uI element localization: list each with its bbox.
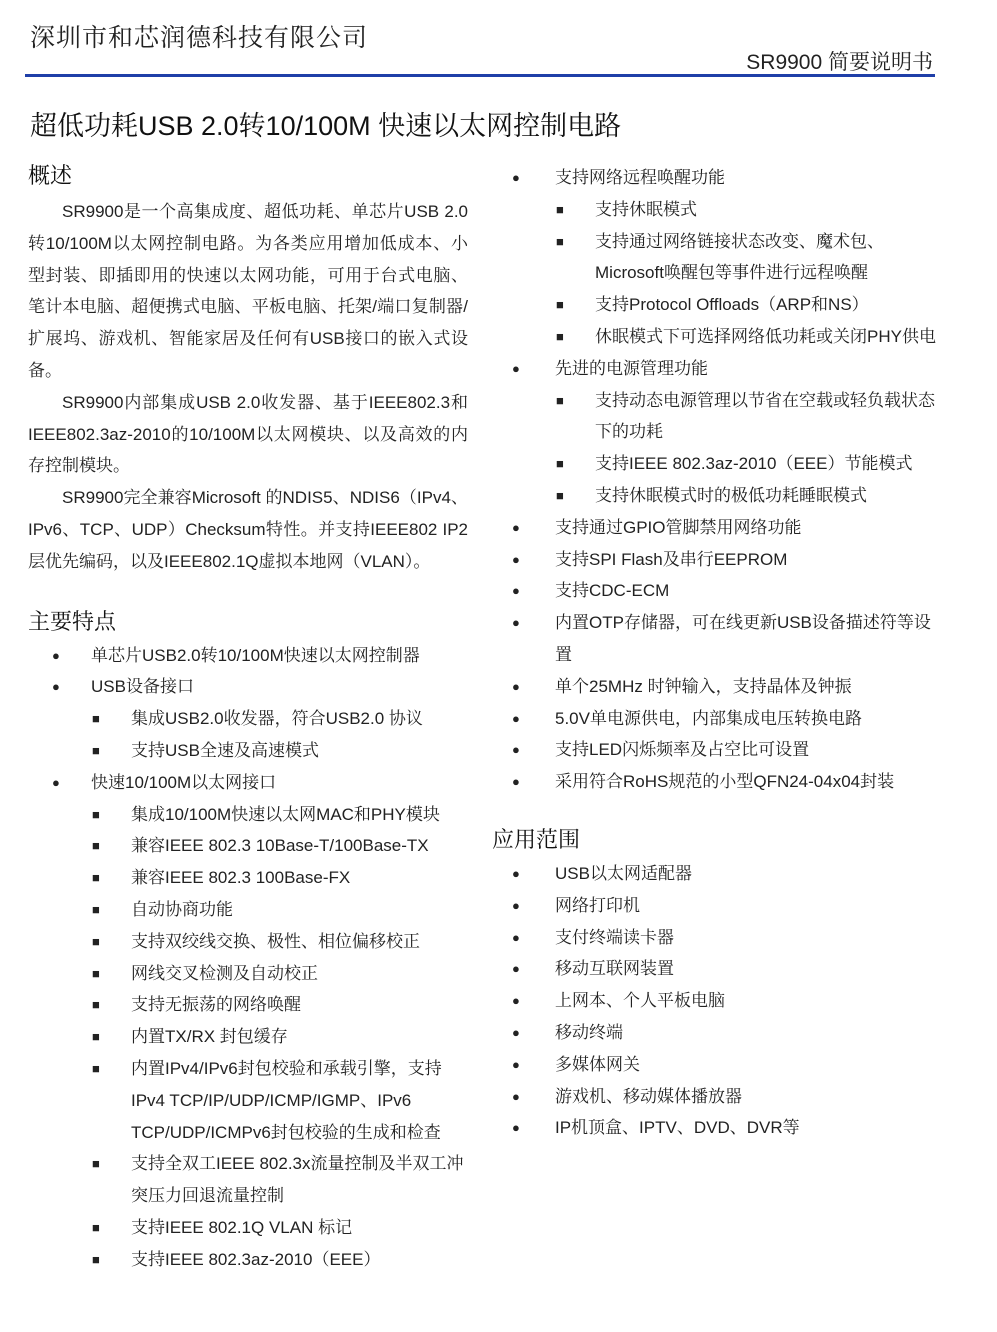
sub-list-item — [555, 289, 942, 321]
sub-list-item-text: 自动协商功能 — [131, 899, 233, 919]
bullet-square-icon: ■ — [92, 838, 100, 854]
bullet-square-icon: ■ — [92, 965, 100, 981]
bullet-dot-icon: ● — [512, 710, 520, 726]
sub-list-item — [91, 799, 468, 831]
bullet-square-icon: ■ — [92, 997, 100, 1013]
bullet-square-icon: ■ — [92, 933, 100, 949]
bullet-dot-icon: ● — [512, 678, 520, 694]
sub-list-item — [555, 226, 942, 290]
list-item-text: 支持CDC-ECM — [555, 581, 670, 601]
applications-list — [492, 858, 942, 1144]
list-item-text: 支持SPI Flash及串行EEPROM — [555, 549, 788, 569]
company-name: 深圳市和芯润德科技有限公司 — [30, 23, 369, 52]
bullet-square-icon: ■ — [92, 1156, 100, 1172]
sub-list-item — [555, 321, 942, 353]
bullet-dot-icon: ● — [512, 170, 520, 185]
list-item-text: 支付终端读卡器 — [555, 927, 674, 947]
sub-list-item — [91, 958, 468, 990]
list-item — [28, 671, 468, 766]
sub-list-item-text: 支持双绞线交换、极性、相位偏移校正 — [131, 931, 420, 951]
sub-list-item-text: 支持全双工IEEE 802.3x流量控制及半双工冲突压力回退流量控制 — [131, 1154, 464, 1206]
sub-list-item-text: 支持IEEE 802.3az-2010（EEE） — [131, 1249, 381, 1269]
bullet-square-icon: ■ — [92, 1219, 100, 1235]
bullet-dot-icon: ● — [512, 1056, 520, 1072]
list-item — [492, 1017, 942, 1049]
bullet-square-icon: ■ — [556, 456, 564, 472]
features-list-left — [28, 640, 468, 1276]
bullet-dot-icon: ● — [512, 551, 520, 567]
bullet-square-icon: ■ — [92, 742, 100, 758]
list-item — [492, 162, 942, 353]
sub-list-item-text: 支持通过网络链接状态改变、魔术包、Microsoft唤醒包等事件进行远程唤醒 — [595, 231, 884, 283]
list-item-text: 上网本、个人平板电脑 — [555, 991, 725, 1011]
list-item-text: IP机顶盒、IPTV、DVD、DVR等 — [555, 1118, 800, 1138]
bullet-dot-icon: ● — [512, 742, 520, 758]
list-item — [492, 1112, 942, 1144]
list-item — [492, 922, 942, 954]
sub-list-item — [555, 480, 942, 512]
list-item — [492, 734, 942, 766]
right-column — [492, 162, 942, 1144]
list-item — [492, 890, 942, 922]
list-item-text: 5.0V单电源供电，内部集成电压转换电路 — [555, 708, 862, 728]
sub-list-item — [91, 989, 468, 1021]
list-item-text: 多媒体网关 — [555, 1054, 640, 1074]
list-item — [492, 544, 942, 576]
sub-list-item-text: 支持IEEE 802.1Q VLAN 标记 — [131, 1217, 353, 1237]
bullet-square-icon: ■ — [92, 1029, 100, 1045]
list-item-text: 支持网络远程唤醒功能 — [555, 168, 725, 187]
list-item — [492, 575, 942, 607]
bullet-dot-icon: ● — [52, 774, 60, 790]
bullet-dot-icon: ● — [512, 1088, 520, 1104]
page-title: 超低功耗USB 2.0转10/100M 快速以太网控制电路 — [30, 111, 622, 141]
bullet-dot-icon: ● — [512, 929, 520, 945]
document-title: SR9900 简要说明书 — [746, 51, 933, 74]
sub-list-item-text: 内置TX/RX 封包缓存 — [131, 1027, 288, 1047]
list-item — [492, 671, 942, 703]
bullet-dot-icon: ● — [512, 774, 520, 790]
header-divider — [25, 74, 935, 77]
bullet-dot-icon: ● — [52, 647, 60, 663]
list-item-text: 单个25MHz 时钟输入，支持晶体及钟振 — [555, 676, 852, 696]
list-item — [492, 1081, 942, 1113]
sub-list-item-text: 内置IPv4/IPv6封包校验和承载引擎，支持IPv4 TCP/IP/UDP/ICMP/IGMP、IPv6 TCP/UDP/ICMPv6封包校验的生成和检查 — [131, 1058, 442, 1142]
list-item — [492, 953, 942, 985]
bullet-dot-icon: ● — [512, 1024, 520, 1040]
sub-list-item — [91, 894, 468, 926]
sub-list — [555, 194, 942, 353]
overview-paragraph: SR9900完全兼容Microsoft 的NDIS5、NDIS6（IPv4、IPv6、TCP、UDP）Checksum特性。并支持IEEE802 IP2层优先编码，以及IEEE802.1Q虚拟本地网（VLAN）。 — [28, 488, 468, 571]
sub-list-item-text: 支持Protocol Offloads（ARP和NS） — [595, 295, 869, 315]
sub-list-item-text: 集成10/100M快速以太网MAC和PHY模块 — [131, 804, 440, 824]
sub-list-item-text: 兼容IEEE 802.3 100Base-FX — [131, 868, 351, 888]
sub-list — [91, 703, 468, 767]
sub-list-item-text: 集成USB2.0收发器，符合USB2.0 协议 — [131, 709, 423, 729]
sub-list-item-text: 兼容IEEE 802.3 10Base-T/100Base-TX — [131, 836, 429, 856]
features-heading: 主要特点 — [28, 608, 117, 634]
bullet-dot-icon: ● — [512, 583, 520, 599]
list-item-text: 移动终端 — [555, 1022, 623, 1042]
features-list-right — [492, 162, 942, 798]
sub-list-item-text: 支持无振荡的网络唤醒 — [131, 995, 301, 1015]
sub-list — [91, 799, 468, 1276]
sub-list-item-text: 支持休眠模式时的极低功耗睡眠模式 — [595, 485, 867, 505]
bullet-square-icon: ■ — [92, 711, 100, 727]
overview-heading: 概述 — [28, 163, 73, 188]
left-column — [28, 160, 468, 1276]
list-item-text: 采用符合RoHS规范的小型QFN24-04x04封装 — [555, 772, 895, 792]
bullet-square-icon: ■ — [92, 806, 100, 822]
list-item-text: 单芯片USB2.0转10/100M快速以太网控制器 — [91, 645, 420, 665]
list-item — [492, 858, 942, 890]
list-item-text: 快速10/100M以太网接口 — [91, 772, 277, 792]
list-item-text: 移动互联网装置 — [555, 959, 674, 979]
list-item — [492, 512, 942, 544]
bullet-dot-icon: ● — [512, 615, 520, 631]
sub-list-item — [555, 448, 942, 480]
bullet-dot-icon: ● — [52, 679, 60, 695]
bullet-square-icon: ■ — [556, 201, 564, 217]
bullet-square-icon: ■ — [92, 870, 100, 886]
bullet-dot-icon: ● — [512, 993, 520, 1009]
sub-list-item — [91, 1053, 468, 1148]
sub-list-item — [91, 1148, 468, 1212]
sub-list-item — [91, 1021, 468, 1053]
list-item-text: USB设备接口 — [91, 677, 194, 697]
bullet-square-icon: ■ — [556, 297, 564, 313]
sub-list-item — [91, 735, 468, 767]
sub-list-item — [555, 194, 942, 226]
bullet-dot-icon: ● — [512, 897, 520, 913]
sub-list-item-text: 支持IEEE 802.3az-2010（EEE）节能模式 — [595, 454, 913, 474]
list-item — [492, 353, 942, 512]
bullet-square-icon: ■ — [92, 1251, 100, 1267]
list-item-text: 先进的电源管理功能 — [555, 358, 708, 378]
bullet-square-icon: ■ — [556, 328, 564, 344]
bullet-dot-icon: ● — [512, 865, 520, 881]
sub-list-item — [91, 703, 468, 735]
list-item — [492, 985, 942, 1017]
bullet-dot-icon: ● — [512, 1120, 520, 1136]
list-item — [492, 766, 942, 798]
bullet-square-icon: ■ — [556, 233, 564, 249]
bullet-dot-icon: ● — [512, 360, 520, 376]
bullet-square-icon: ■ — [556, 392, 564, 408]
list-item — [492, 1049, 942, 1081]
bullet-square-icon: ■ — [556, 487, 564, 503]
sub-list-item — [91, 830, 468, 862]
list-item — [28, 767, 468, 1276]
sub-list-item — [91, 862, 468, 894]
sub-list-item-text: 支持动态电源管理以节省在空载或轻负载状态下的功耗 — [595, 390, 935, 442]
sub-list-item-text: 支持USB全速及高速模式 — [131, 740, 319, 760]
list-item-text: USB以太网适配器 — [555, 863, 692, 883]
list-item — [28, 640, 468, 672]
overview-paragraph: SR9900是一个高集成度、超低功耗、单芯片USB 2.0转10/100M以太网控制电路。为各类应用增加低成本、小型封装、即插即用的快速以太网功能，可用于台式电脑、笔计本电脑、超便携式电脑、平板电脑、托架/端口复制器/扩展坞、游戏机、智能家居及任何有USB接口的嵌入式设备。 — [28, 202, 469, 380]
sub-list-item-text: 支持休眠模式 — [595, 199, 697, 219]
bullet-square-icon: ■ — [92, 1060, 100, 1076]
list-item-text: 支持LED闪烁频率及占空比可设置 — [555, 740, 810, 760]
sub-list — [555, 385, 942, 512]
sub-list-item — [91, 1244, 468, 1276]
bullet-dot-icon: ● — [512, 961, 520, 977]
list-item — [492, 607, 942, 671]
sub-list-item — [91, 926, 468, 958]
list-item-text: 游戏机、移动媒体播放器 — [555, 1086, 742, 1106]
sub-list-item — [91, 1212, 468, 1244]
bullet-square-icon: ■ — [92, 901, 100, 917]
list-item-text: 内置OTP存储器，可在线更新USB设备描述符等设置 — [555, 613, 931, 664]
sub-list-item-text: 网线交叉检测及自动校正 — [131, 963, 318, 983]
list-item — [492, 703, 942, 735]
sub-list-item-text: 休眠模式下可选择网络低功耗或关闭PHY供电 — [595, 326, 936, 346]
list-item-text: 网络打印机 — [555, 895, 640, 915]
overview-paragraph: SR9900内部集成USB 2.0收发器、基于IEEE802.3和IEEE802.3az-2010的10/100M以太网模块、以及高效的内存控制模块。 — [28, 392, 468, 476]
applications-heading: 应用范围 — [492, 826, 581, 852]
list-item-text: 支持通过GPIO管脚禁用网络功能 — [555, 517, 802, 537]
bullet-dot-icon: ● — [512, 519, 520, 535]
sub-list-item — [555, 385, 942, 449]
